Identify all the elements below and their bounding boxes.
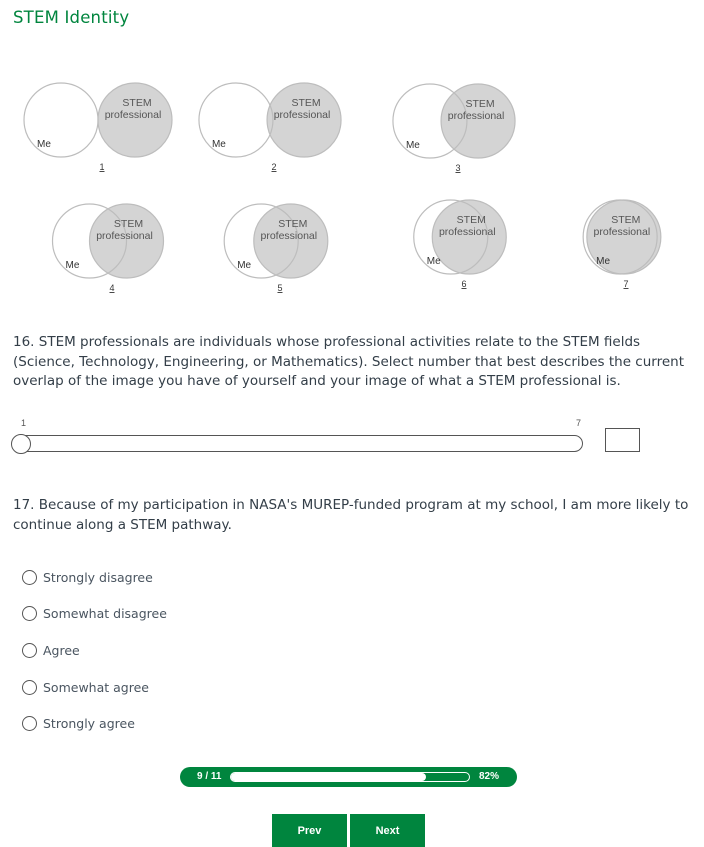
question-16-text: 16. STEM professionals are individuals whose professional activities relate to the STEM fields (Science, Technology, Engineering, or Mathematics). Select number that best describes the current overlap of the image you have of yourself and your image of what a STEM professional is. (13, 334, 685, 389)
professional-label: professional (96, 230, 153, 242)
option-label: Somewhat disagree (43, 606, 167, 622)
option-label: Strongly disagree (43, 569, 153, 585)
venn-diagrams (0, 75, 704, 305)
me-label: Me (596, 256, 611, 267)
progress-track (230, 772, 470, 782)
radio-button[interactable] (22, 680, 37, 695)
venn-option-number: 7 (623, 279, 629, 289)
venn-option-number: 5 (277, 283, 283, 293)
slider-max-label: 7 (576, 418, 582, 428)
progress-bar (180, 767, 517, 787)
slider-min-label: 1 (21, 418, 27, 428)
me-circle (199, 83, 273, 157)
venn-option-number: 1 (99, 162, 105, 172)
overlap-value-input[interactable] (605, 428, 640, 452)
question-17-options (22, 559, 167, 742)
overlap-slider-handle[interactable] (11, 434, 31, 454)
me-label: Me (37, 139, 51, 150)
venn-option-5 (224, 204, 328, 293)
professional-label: professional (438, 226, 496, 238)
stem-label: STEM (291, 97, 321, 109)
stem-label: STEM (611, 214, 641, 226)
venn-diagram-scale (0, 75, 704, 305)
question-17-text: 17. Because of my participation in NASA's MUREP-funded program at my school, I am more likely to continue along a STEM pathway. (13, 497, 689, 533)
progress-percent: 82% (479, 771, 500, 782)
venn-option-number: 6 (461, 279, 467, 289)
me-label: Me (426, 256, 441, 267)
professional-label: professional (593, 226, 651, 238)
venn-option-2 (199, 83, 341, 172)
overlap-slider-track[interactable] (13, 435, 583, 452)
professional-label: professional (260, 230, 318, 242)
me-circle (24, 83, 98, 157)
venn-option-6 (414, 200, 507, 289)
stem-label: STEM (456, 214, 486, 226)
option-somewhat-agree[interactable] (22, 669, 167, 706)
page-title: STEM Identity (13, 8, 130, 27)
me-label: Me (211, 139, 226, 150)
progress-count: 9 / 11 (197, 771, 222, 782)
venn-option-number: 3 (455, 163, 461, 173)
option-strongly-agree[interactable] (22, 705, 167, 742)
stem-label: STEM (465, 98, 495, 110)
stem-label: STEM (122, 97, 152, 109)
professional-label: professional (447, 110, 505, 122)
option-agree[interactable] (22, 632, 167, 669)
professional-label: professional (104, 109, 162, 121)
option-somewhat-disagree[interactable] (22, 596, 167, 633)
venn-option-3 (393, 84, 515, 173)
option-label: Strongly agree (43, 716, 135, 732)
option-label: Agree (43, 642, 80, 658)
prev-button[interactable]: Prev (272, 814, 347, 847)
venn-option-1 (24, 83, 172, 172)
venn-option-number: 2 (271, 162, 277, 172)
stem-label: STEM (113, 218, 144, 230)
option-strongly-disagree[interactable] (22, 559, 167, 596)
venn-option-7 (583, 200, 661, 289)
venn-option-4 (53, 204, 164, 293)
option-label: Somewhat agree (43, 679, 149, 695)
me-label: Me (405, 140, 420, 151)
progress-fill (231, 773, 426, 781)
radio-button[interactable] (22, 643, 37, 658)
me-label: Me (237, 260, 252, 271)
radio-button[interactable] (22, 570, 37, 585)
next-button[interactable]: Next (350, 814, 425, 847)
me-label: Me (65, 260, 80, 271)
radio-button[interactable] (22, 606, 37, 621)
stem-label: STEM (278, 218, 308, 230)
professional-label: professional (273, 109, 331, 121)
radio-button[interactable] (22, 716, 37, 731)
venn-option-number: 4 (109, 283, 115, 293)
